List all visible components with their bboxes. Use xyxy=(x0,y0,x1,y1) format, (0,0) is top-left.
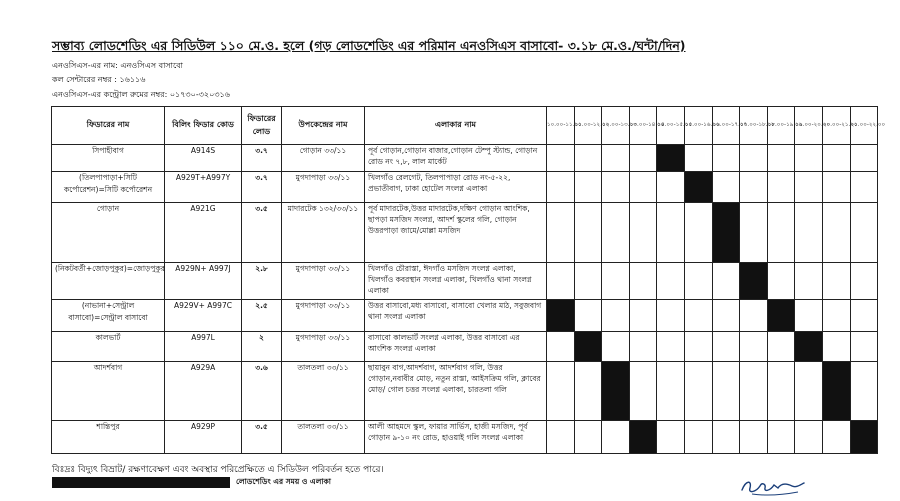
area-cell: আলী আহমদে স্কুল, ফায়ার সার্ভিস, হাজী মসজিদ, পূর্ব গোড়ান ৯-১০ নং রোড, হাওয়াই গলি সংলগ্ন এলাকা xyxy=(365,421,547,454)
time-slot-cell xyxy=(712,300,740,332)
header-feeder-name: ফিডারের নাম xyxy=(52,107,165,145)
header-load: ফিডারের লোড xyxy=(242,107,282,145)
time-slot-cell xyxy=(629,203,657,263)
time-slot-cell xyxy=(684,145,712,172)
time-slot-cell xyxy=(850,332,878,362)
time-slot-cell xyxy=(574,172,602,203)
time-slot-cell xyxy=(795,263,823,300)
header-time-slot: ২০.০০-২১.০০ xyxy=(822,107,850,145)
substation-cell: মুগদাপাড়া ৩৩/১১ xyxy=(282,172,365,203)
time-slot-cell xyxy=(657,421,685,454)
substation-cell: মুগদাপাড়া ৩৩/১১ xyxy=(282,300,365,332)
time-slot-cell xyxy=(602,172,630,203)
time-slot-cell xyxy=(684,332,712,362)
time-slot-cell xyxy=(767,172,795,203)
time-slot-cell xyxy=(602,203,630,263)
time-slot-cell xyxy=(712,421,740,454)
header-time-slot: ১৯.০০-২০.০০ xyxy=(795,107,823,145)
time-slot-cell xyxy=(684,203,712,263)
time-slot-cell xyxy=(767,332,795,362)
time-slot-cell xyxy=(740,332,768,362)
time-slot-cell xyxy=(712,362,740,421)
time-slot-cell xyxy=(822,332,850,362)
time-slot-cell xyxy=(629,300,657,332)
area-cell: পূর্ব গোড়ান,গোড়ান বাজার,গোড়ান টেম্পু স্ট্যান্ড, গোড়ান রোড নং ৭,৮, লাল মার্কেট xyxy=(365,145,547,172)
header-substation: উপকেন্দ্রের নাম xyxy=(282,107,365,145)
load-cell: ৩.৭ xyxy=(242,145,282,172)
table-row xyxy=(52,332,878,362)
time-slot-cell xyxy=(740,300,768,332)
table-row xyxy=(52,203,878,263)
area-cell: উত্তর বাসাবো,মধ্য বাসাবো, বাসাবো খেলার মাঠ, সবুজবাগ থানা সংলগ্ন এলাকা xyxy=(365,300,547,332)
table-header-row xyxy=(52,107,878,145)
header-time-slot: ১৬.০০-১৭.০০ xyxy=(712,107,740,145)
header-time-slot: ১৪.০০-১৫.০০ xyxy=(657,107,685,145)
header-time-slot: ১৭.০০-১৮.০০ xyxy=(740,107,768,145)
time-slot-cell xyxy=(602,421,630,454)
load-cell: ৩.৫ xyxy=(242,421,282,454)
header-time-slot: ১৩.০০-১৪.০০ xyxy=(629,107,657,145)
load-cell: ৩.৬ xyxy=(242,362,282,421)
loadshedding-slot-active xyxy=(795,332,823,362)
load-cell: ২.৫ xyxy=(242,300,282,332)
signature xyxy=(738,476,806,498)
time-slot-cell xyxy=(629,332,657,362)
time-slot-cell xyxy=(850,300,878,332)
time-slot-cell xyxy=(574,263,602,300)
header-time-slot: ১০.০০-১১.০০ xyxy=(547,107,575,145)
legend xyxy=(52,477,331,488)
time-slot-cell xyxy=(767,362,795,421)
substation-cell: গোড়ান ৩৩/১১ xyxy=(282,145,365,172)
area-cell: বাসাবো কালভার্ট সংলগ্ন এলাকা, উত্তর বাসাবো এর আংশিক সংলগ্ন এলাকা xyxy=(365,332,547,362)
loadshedding-slot-active xyxy=(629,421,657,454)
time-slot-cell xyxy=(795,421,823,454)
time-slot-cell xyxy=(547,263,575,300)
time-slot-cell xyxy=(574,421,602,454)
load-cell: ২ xyxy=(242,332,282,362)
loadshedding-slot-active xyxy=(684,172,712,203)
loadshedding-slot-active xyxy=(547,300,575,332)
time-slot-cell xyxy=(657,300,685,332)
billing-code-cell: A914S xyxy=(165,145,242,172)
table-row xyxy=(52,300,878,332)
table-row xyxy=(52,145,878,172)
load-cell: ৩.৫ xyxy=(242,203,282,263)
legend-swatch xyxy=(52,477,230,488)
time-slot-cell xyxy=(767,421,795,454)
time-slot-cell xyxy=(822,263,850,300)
area-cell: খিলগাঁও চৌরাস্তা, ঈদগাঁও মসজিদ সংলগ্ন এলাকা, খিলগাঁও কবরস্থান সংলগ্ন এলাকা, খিলগাঁও থানা সংলগ্ন এলাকা xyxy=(365,263,547,300)
time-slot-cell xyxy=(740,203,768,263)
time-slot-cell xyxy=(740,145,768,172)
time-slot-cell xyxy=(795,172,823,203)
header-billing-code: বিলিং ফিডার কোড xyxy=(165,107,242,145)
time-slot-cell xyxy=(850,263,878,300)
time-slot-cell xyxy=(602,332,630,362)
header-time-slot: ১১.০০-১২.০০ xyxy=(574,107,602,145)
load-cell: ২.৮ xyxy=(242,263,282,300)
feeder-name-cell: (নিকটবর্তী+জোড়পুকুর)=জোড়পুকুর xyxy=(52,263,165,300)
time-slot-cell xyxy=(740,172,768,203)
schedule-table xyxy=(51,106,886,454)
time-slot-cell xyxy=(547,421,575,454)
loadshedding-slot-active xyxy=(574,332,602,362)
loadshedding-slot-active xyxy=(850,421,878,454)
loadshedding-slot-active xyxy=(657,145,685,172)
time-slot-cell xyxy=(767,145,795,172)
time-slot-cell xyxy=(822,145,850,172)
loadshedding-slot-active xyxy=(602,362,630,421)
time-slot-cell xyxy=(712,263,740,300)
time-slot-cell xyxy=(684,300,712,332)
time-slot-cell xyxy=(795,362,823,421)
time-slot-cell xyxy=(657,172,685,203)
time-slot-cell xyxy=(684,263,712,300)
table-row xyxy=(52,362,878,421)
time-slot-cell xyxy=(657,263,685,300)
time-slot-cell xyxy=(602,300,630,332)
time-slot-cell xyxy=(822,203,850,263)
substation-cell: মাদারটেক ১৩২/৩৩/১১ xyxy=(282,203,365,263)
time-slot-cell xyxy=(657,203,685,263)
time-slot-cell xyxy=(657,362,685,421)
substation-cell: মুগদাপাড়া ৩৩/১১ xyxy=(282,263,365,300)
table-row xyxy=(52,172,878,203)
loadshedding-slot-active xyxy=(822,362,850,421)
billing-code-cell: A929N+ A997J xyxy=(165,263,242,300)
feeder-name-cell: কালভার্ট xyxy=(52,332,165,362)
time-slot-cell xyxy=(574,300,602,332)
time-slot-cell xyxy=(767,203,795,263)
area-cell: খিলগাঁও রেলগেট, তিলপাপাড়া রোড নং-৫-২২, প্রভাতীবাগ, ঢাকা হোটেল সংলগ্ন এলাকা xyxy=(365,172,547,203)
legend-label: লোডশেডিং এর সময় ও এলাকা xyxy=(236,476,331,486)
control-room-number: এনওসিএস-এর কন্ট্রোল রুমের নম্বর: ০১৭৩০-৩২০৩১৬ xyxy=(52,90,230,99)
header-time-slot: ১২.০০-১৩.০০ xyxy=(602,107,630,145)
time-slot-cell xyxy=(740,421,768,454)
loadshedding-slot-active xyxy=(712,203,740,263)
header-time-slot: ১৫.০০-১৬.০০ xyxy=(684,107,712,145)
substation-cell: মুগদাপাড়া ৩৩/১১ xyxy=(282,332,365,362)
area-cell: পূর্ব মাদারটেক,উত্তর মাদারটেক,দক্ষিণ গোড়ান আংশিক, ছাপড়া মসজিদ সংলগ্ন, আদর্শ স্কুলের গলি, গোড়ান উত্তরপাড়া জামে/মোল্লা মসজিদ xyxy=(365,203,547,263)
substation-cell: তালতলা ৩৩/১১ xyxy=(282,421,365,454)
time-slot-cell xyxy=(795,203,823,263)
time-slot-cell xyxy=(574,145,602,172)
header-time-slot: ২১.০০-২২.০০ xyxy=(850,107,878,145)
time-slot-cell xyxy=(547,172,575,203)
time-slot-cell xyxy=(740,362,768,421)
feeder-name-cell: সিপাহীবাগ xyxy=(52,145,165,172)
time-slot-cell xyxy=(547,362,575,421)
time-slot-cell xyxy=(547,145,575,172)
page-title: সম্ভাব্য লোডশেডিং এর সিডিউল ১১০ মে.ও. হলে (গড় লোডশেডিং এর পরিমান এনওসিএস বাসাবো- ৩.১৮ মে.ও./ঘন্টা/দিন) xyxy=(52,38,686,53)
loadshedding-slot-active xyxy=(740,263,768,300)
time-slot-cell xyxy=(602,145,630,172)
billing-code-cell: A929P xyxy=(165,421,242,454)
time-slot-cell xyxy=(850,362,878,421)
time-slot-cell xyxy=(684,421,712,454)
billing-code-cell: A921G xyxy=(165,203,242,263)
feeder-name-cell: আদর্শবাগ xyxy=(52,362,165,421)
time-slot-cell xyxy=(850,203,878,263)
time-slot-cell xyxy=(602,263,630,300)
billing-code-cell: A929A xyxy=(165,362,242,421)
time-slot-cell xyxy=(850,145,878,172)
feeder-name-cell: (তিলপাপাড়া+সিটি কর্পোরেশন)=সিটি কর্পোরেশন xyxy=(52,172,165,203)
time-slot-cell xyxy=(547,332,575,362)
time-slot-cell xyxy=(822,172,850,203)
time-slot-cell xyxy=(657,332,685,362)
time-slot-cell xyxy=(712,332,740,362)
time-slot-cell xyxy=(629,362,657,421)
call-center-number: কল সেন্টারের নম্বর : ১৬১১৬ xyxy=(52,75,146,84)
substation-cell: তালতলা ৩৩/১১ xyxy=(282,362,365,421)
billing-code-cell: A997L xyxy=(165,332,242,362)
time-slot-cell xyxy=(629,263,657,300)
area-cell: ছায়াবুন বাগ,আদর্শবাগ, আদর্শবাগ গলি, উত্তর গোড়ান,নবাবীর মোড়, নতুন রাস্তা, আইসক্রিম গলি, ক্লাবের মোড়/ গোল চত্তর সংলগ্ন এলাকা, চারতলা গলি xyxy=(365,362,547,421)
billing-code-cell: A929T+A997Y xyxy=(165,172,242,203)
billing-code-cell: A929V+ A997C xyxy=(165,300,242,332)
time-slot-cell xyxy=(822,421,850,454)
time-slot-cell xyxy=(795,300,823,332)
time-slot-cell xyxy=(629,145,657,172)
load-cell: ৩.৭ xyxy=(242,172,282,203)
header-area: এলাকার নাম xyxy=(365,107,547,145)
loadshedding-slot-active xyxy=(767,300,795,332)
time-slot-cell xyxy=(850,172,878,203)
nocs-name: এনওসিএস-এর নাম: এনওসিএস বাসাবো xyxy=(52,61,183,70)
time-slot-cell xyxy=(767,263,795,300)
time-slot-cell xyxy=(712,145,740,172)
time-slot-cell xyxy=(629,172,657,203)
header-time-slot: ১৮.০০-১৯.০০ xyxy=(767,107,795,145)
time-slot-cell xyxy=(684,362,712,421)
time-slot-cell xyxy=(795,145,823,172)
time-slot-cell xyxy=(574,362,602,421)
table-row xyxy=(52,263,878,300)
feeder-name-cell: গোড়ান xyxy=(52,203,165,263)
time-slot-cell xyxy=(822,300,850,332)
table-row xyxy=(52,421,878,454)
time-slot-cell xyxy=(574,203,602,263)
time-slot-cell xyxy=(712,172,740,203)
time-slot-cell xyxy=(547,203,575,263)
feeder-name-cell: শান্তিপুর xyxy=(52,421,165,454)
schedule-note: বিঃদ্রঃ বিদ্যুৎ বিভ্রাট/ রক্ষণাবেক্ষণ এবং অবস্থার পরিপ্রেক্ষিতে এ সিডিউল পরিবর্তন হতে পারে। xyxy=(52,465,384,475)
feeder-name-cell: (নাভানা+সেন্ট্রাল বাসাবো)=সেন্ট্রাল বাসাবো xyxy=(52,300,165,332)
